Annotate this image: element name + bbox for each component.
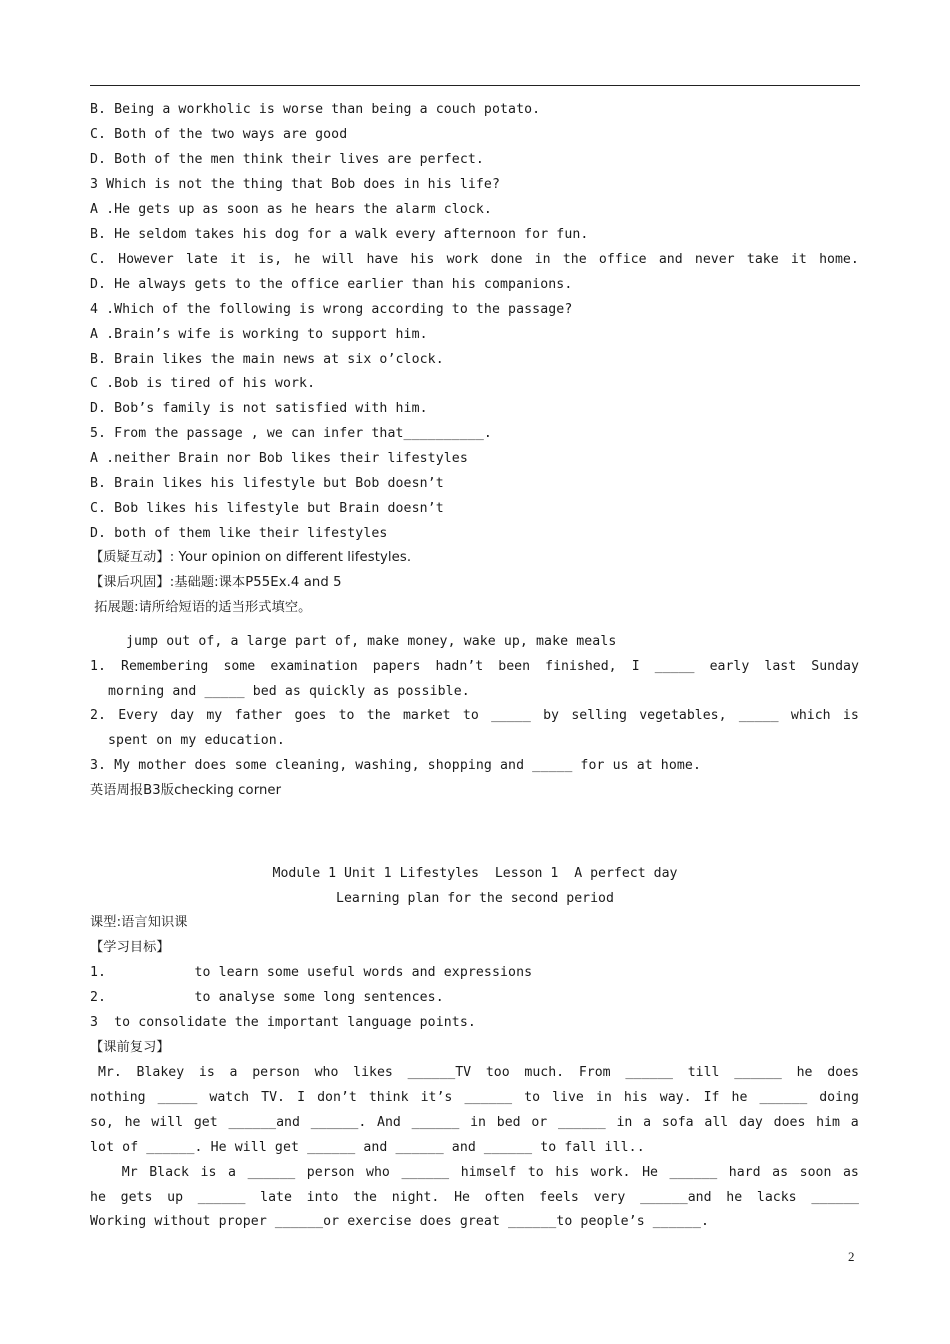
extension-instruction: 拓展题:请所给短语的适当形式填空。 <box>90 600 312 615</box>
word: _____ <box>654 659 695 674</box>
word: by <box>543 708 559 723</box>
word: a <box>643 1115 652 1130</box>
page-number: 2 <box>848 1249 855 1264</box>
word: think <box>368 1090 409 1105</box>
word: From <box>578 1065 611 1080</box>
word: late <box>186 252 218 267</box>
q3-option-b: B. He seldom takes his dog for a walk every afternoon for fun. <box>90 227 589 242</box>
q2-option-d: D. Both of the men think their lives are perfect. <box>90 152 484 167</box>
word: and <box>658 252 683 267</box>
word: up <box>167 1190 184 1205</box>
word: gets <box>120 1190 153 1205</box>
word: or <box>531 1115 548 1130</box>
word: finished, <box>545 659 617 674</box>
word: his <box>555 1165 580 1180</box>
q2-option-b: B. Being a workholic is worse than being a couch potato. <box>90 102 541 117</box>
word: till <box>687 1065 720 1080</box>
q5-option-d: D. both of them like their lifestyles <box>90 526 388 541</box>
word: is <box>198 1065 215 1080</box>
word: Blakey <box>136 1065 185 1080</box>
word: ______ <box>401 1165 450 1180</box>
word: market <box>402 708 451 723</box>
word: person <box>252 1065 300 1080</box>
word: ______ <box>411 1115 460 1130</box>
review-paragraph-1-line <box>90 1114 859 1132</box>
module-title: Module 1 Unit 1 Lifestyles Lesson 1 A perfect day <box>272 866 678 881</box>
word: a <box>229 1065 238 1080</box>
word: ______TV <box>407 1065 472 1080</box>
word: he <box>731 1090 748 1105</box>
word: sofa <box>661 1115 694 1130</box>
fill-sentence-3: 3. My mother does some cleaning, washing, shopping and _____ for us at home. <box>90 758 702 773</box>
word: father <box>234 708 283 723</box>
word: work. <box>590 1165 631 1180</box>
word: done <box>490 252 523 267</box>
word: it <box>230 252 246 267</box>
word: ______ <box>464 1090 513 1105</box>
word: office <box>598 252 647 267</box>
word: he <box>294 252 311 267</box>
goal-item: 2. to analyse some long sentences. <box>90 990 444 1005</box>
word: way. <box>659 1090 692 1105</box>
word: _____ <box>738 708 779 723</box>
word: night. <box>391 1190 440 1205</box>
fill-sentence-1-line-2: morning and _____ bed as quickly as possible. <box>108 684 470 699</box>
word: ______ <box>811 1190 859 1205</box>
word: in <box>534 252 551 267</box>
word: the <box>353 1190 377 1205</box>
word: papers <box>372 659 421 674</box>
word: Mr <box>90 1165 138 1180</box>
word: who <box>314 1065 339 1080</box>
word: a <box>850 1115 859 1130</box>
word: _____ <box>157 1090 198 1105</box>
word: him <box>816 1115 840 1130</box>
word: in <box>470 1115 486 1130</box>
word: it <box>790 252 807 267</box>
word: ______ <box>558 1115 606 1130</box>
review-paragraph-2-line <box>90 1164 859 1182</box>
word: hard <box>728 1165 761 1180</box>
word: he <box>796 1065 813 1080</box>
word: as <box>842 1165 859 1180</box>
word: is, <box>258 252 283 267</box>
word: likes <box>353 1065 393 1080</box>
word: work <box>446 252 479 267</box>
word: ______ <box>197 1190 246 1205</box>
q4-option-d: D. Bob’s family is not satisfied with him. <box>90 401 428 416</box>
word: will <box>322 252 355 267</box>
goal-item: 1. to learn some useful words and expressions <box>90 965 533 980</box>
word: to <box>524 1090 541 1105</box>
word: home. <box>819 252 859 267</box>
q4-option-c: C .Bob is tired of his work. <box>90 376 316 391</box>
word: never <box>694 252 735 267</box>
word: is <box>842 708 859 723</box>
word: to <box>527 1165 544 1180</box>
word: nothing <box>90 1090 146 1105</box>
word: goes <box>294 708 327 723</box>
word: don’t <box>317 1090 357 1105</box>
word: selling <box>571 708 627 723</box>
word: And <box>377 1115 401 1130</box>
q4-option-b: B. Brain likes the main news at six o’clock. <box>90 352 444 367</box>
review-paragraph-2-line <box>90 1189 859 1207</box>
word: is <box>200 1165 217 1180</box>
q3-option-c <box>90 251 859 269</box>
word: ______ <box>625 1065 673 1080</box>
word: a <box>228 1165 236 1180</box>
goal-item: 3 to consolidate the important language points. <box>90 1015 476 1030</box>
word: lacks <box>756 1190 797 1205</box>
word: his <box>410 252 435 267</box>
word: it’s <box>420 1090 453 1105</box>
plan-title: Learning plan for the second period <box>336 891 614 906</box>
word: will <box>151 1115 184 1130</box>
consolidation-section: 【课后巩固】:基础题:课本P55Ex.4 and 5 <box>90 575 342 590</box>
word: hadn’t <box>435 659 484 674</box>
word: 2. <box>90 708 106 723</box>
word: take <box>746 252 779 267</box>
q5-option-a: A .neither Brain nor Bob likes their lifestyles <box>90 451 468 466</box>
word: last <box>764 659 797 674</box>
word: ______ <box>759 1090 808 1105</box>
word: all <box>704 1115 729 1130</box>
word: watch <box>209 1090 250 1105</box>
word: in <box>595 1090 612 1105</box>
word: examination <box>270 659 358 674</box>
word: Every <box>118 708 158 723</box>
word: I <box>297 1090 306 1105</box>
header-rule <box>90 85 860 86</box>
word: too <box>485 1065 510 1080</box>
q5-stem: 5. From the passage , we can infer that__________. <box>90 426 492 441</box>
word: If <box>703 1090 720 1105</box>
word: TV. <box>261 1090 285 1105</box>
word: day <box>739 1115 763 1130</box>
word: ______and <box>228 1115 300 1130</box>
word: my <box>206 708 223 723</box>
word: does <box>827 1065 859 1080</box>
word: ______. <box>310 1115 367 1130</box>
q3-option-d: D. He always gets to the office earlier than his companions. <box>90 277 573 292</box>
q4-stem: 4 .Which of the following is wrong according to the passage? <box>90 302 573 317</box>
word: in <box>616 1115 633 1130</box>
word: so, <box>90 1115 114 1130</box>
word: Remembering <box>121 659 209 674</box>
word: get <box>193 1115 218 1130</box>
word: soon <box>799 1165 832 1180</box>
phrase-bank: jump out of, a large part of, make money, wake up, make meals <box>126 634 617 649</box>
q5-option-b: B. Brain likes his lifestyle but Bob doesn’t <box>90 476 444 491</box>
q3-stem: 3 Which is not the thing that Bob does in his life? <box>90 177 501 192</box>
word: been <box>498 659 531 674</box>
word: the <box>366 708 391 723</box>
word: some <box>223 659 256 674</box>
word: early <box>709 659 750 674</box>
word: does <box>773 1115 806 1130</box>
word: person <box>306 1165 355 1180</box>
word: _____ <box>491 708 531 723</box>
fill-sentence-1-line-1 <box>90 658 859 676</box>
word: who <box>366 1165 390 1180</box>
review-paragraph-2-line: Working without proper ______or exercise does great ______to people’s ______. <box>90 1214 710 1229</box>
word: ______ <box>247 1165 296 1180</box>
fill-sentence-2-line-2: spent on my education. <box>108 733 285 748</box>
word: himself <box>460 1165 517 1180</box>
q3-option-a: A .He gets up as soon as he hears the alarm clock. <box>90 202 492 217</box>
fill-sentence-2-line-1 <box>90 707 859 725</box>
word: ______ <box>734 1065 782 1080</box>
word: Black <box>149 1165 189 1180</box>
word: which <box>790 708 831 723</box>
word: much. <box>524 1065 565 1080</box>
weekly-reference: 英语周报B3版checking corner <box>90 783 282 798</box>
word: ______and <box>640 1190 712 1205</box>
word: late <box>260 1190 292 1205</box>
review-header: 【课前复习】 <box>90 1040 170 1055</box>
review-paragraph-1-line: lot of ______. He will get ______ and ______ and ______ to fall ill.. <box>90 1140 645 1155</box>
word: He <box>454 1190 470 1205</box>
word: he <box>90 1190 106 1205</box>
word: He <box>642 1165 658 1180</box>
word: his <box>623 1090 648 1105</box>
interaction-section: 【质疑互动】: Your opinion on different lifestyles. <box>90 550 412 565</box>
lesson-type: 课型:语言知识课 <box>90 915 188 930</box>
word: doing <box>819 1090 859 1105</box>
word: day <box>170 708 195 723</box>
word: have <box>366 252 399 267</box>
word: Mr. <box>90 1065 122 1080</box>
word: often <box>484 1190 525 1205</box>
word: very <box>593 1190 626 1205</box>
word: to <box>338 708 355 723</box>
word: ______ <box>669 1165 718 1180</box>
q4-option-a: A .Brain’s wife is working to support him. <box>90 327 428 342</box>
q2-option-c: C. Both of the two ways are good <box>90 127 348 142</box>
word: vegetables, <box>639 708 727 723</box>
word: C. <box>90 252 106 267</box>
q5-option-c: C. Bob likes his lifestyle but Brain doesn’t <box>90 501 444 516</box>
word: live <box>552 1090 584 1105</box>
word: I <box>631 659 640 674</box>
word: to <box>462 708 479 723</box>
word: the <box>562 252 587 267</box>
word: However <box>118 252 174 267</box>
word: into <box>306 1190 339 1205</box>
review-paragraph-1-line <box>90 1064 859 1082</box>
goals-header: 【学习目标】 <box>90 940 170 955</box>
word: Sunday <box>811 659 859 674</box>
word: feels <box>539 1190 579 1205</box>
review-paragraph-1-line <box>90 1089 859 1107</box>
word: bed <box>496 1115 521 1130</box>
word: he <box>726 1190 743 1205</box>
word: he <box>124 1115 141 1130</box>
word: 1. <box>90 659 106 674</box>
word: as <box>772 1165 789 1180</box>
